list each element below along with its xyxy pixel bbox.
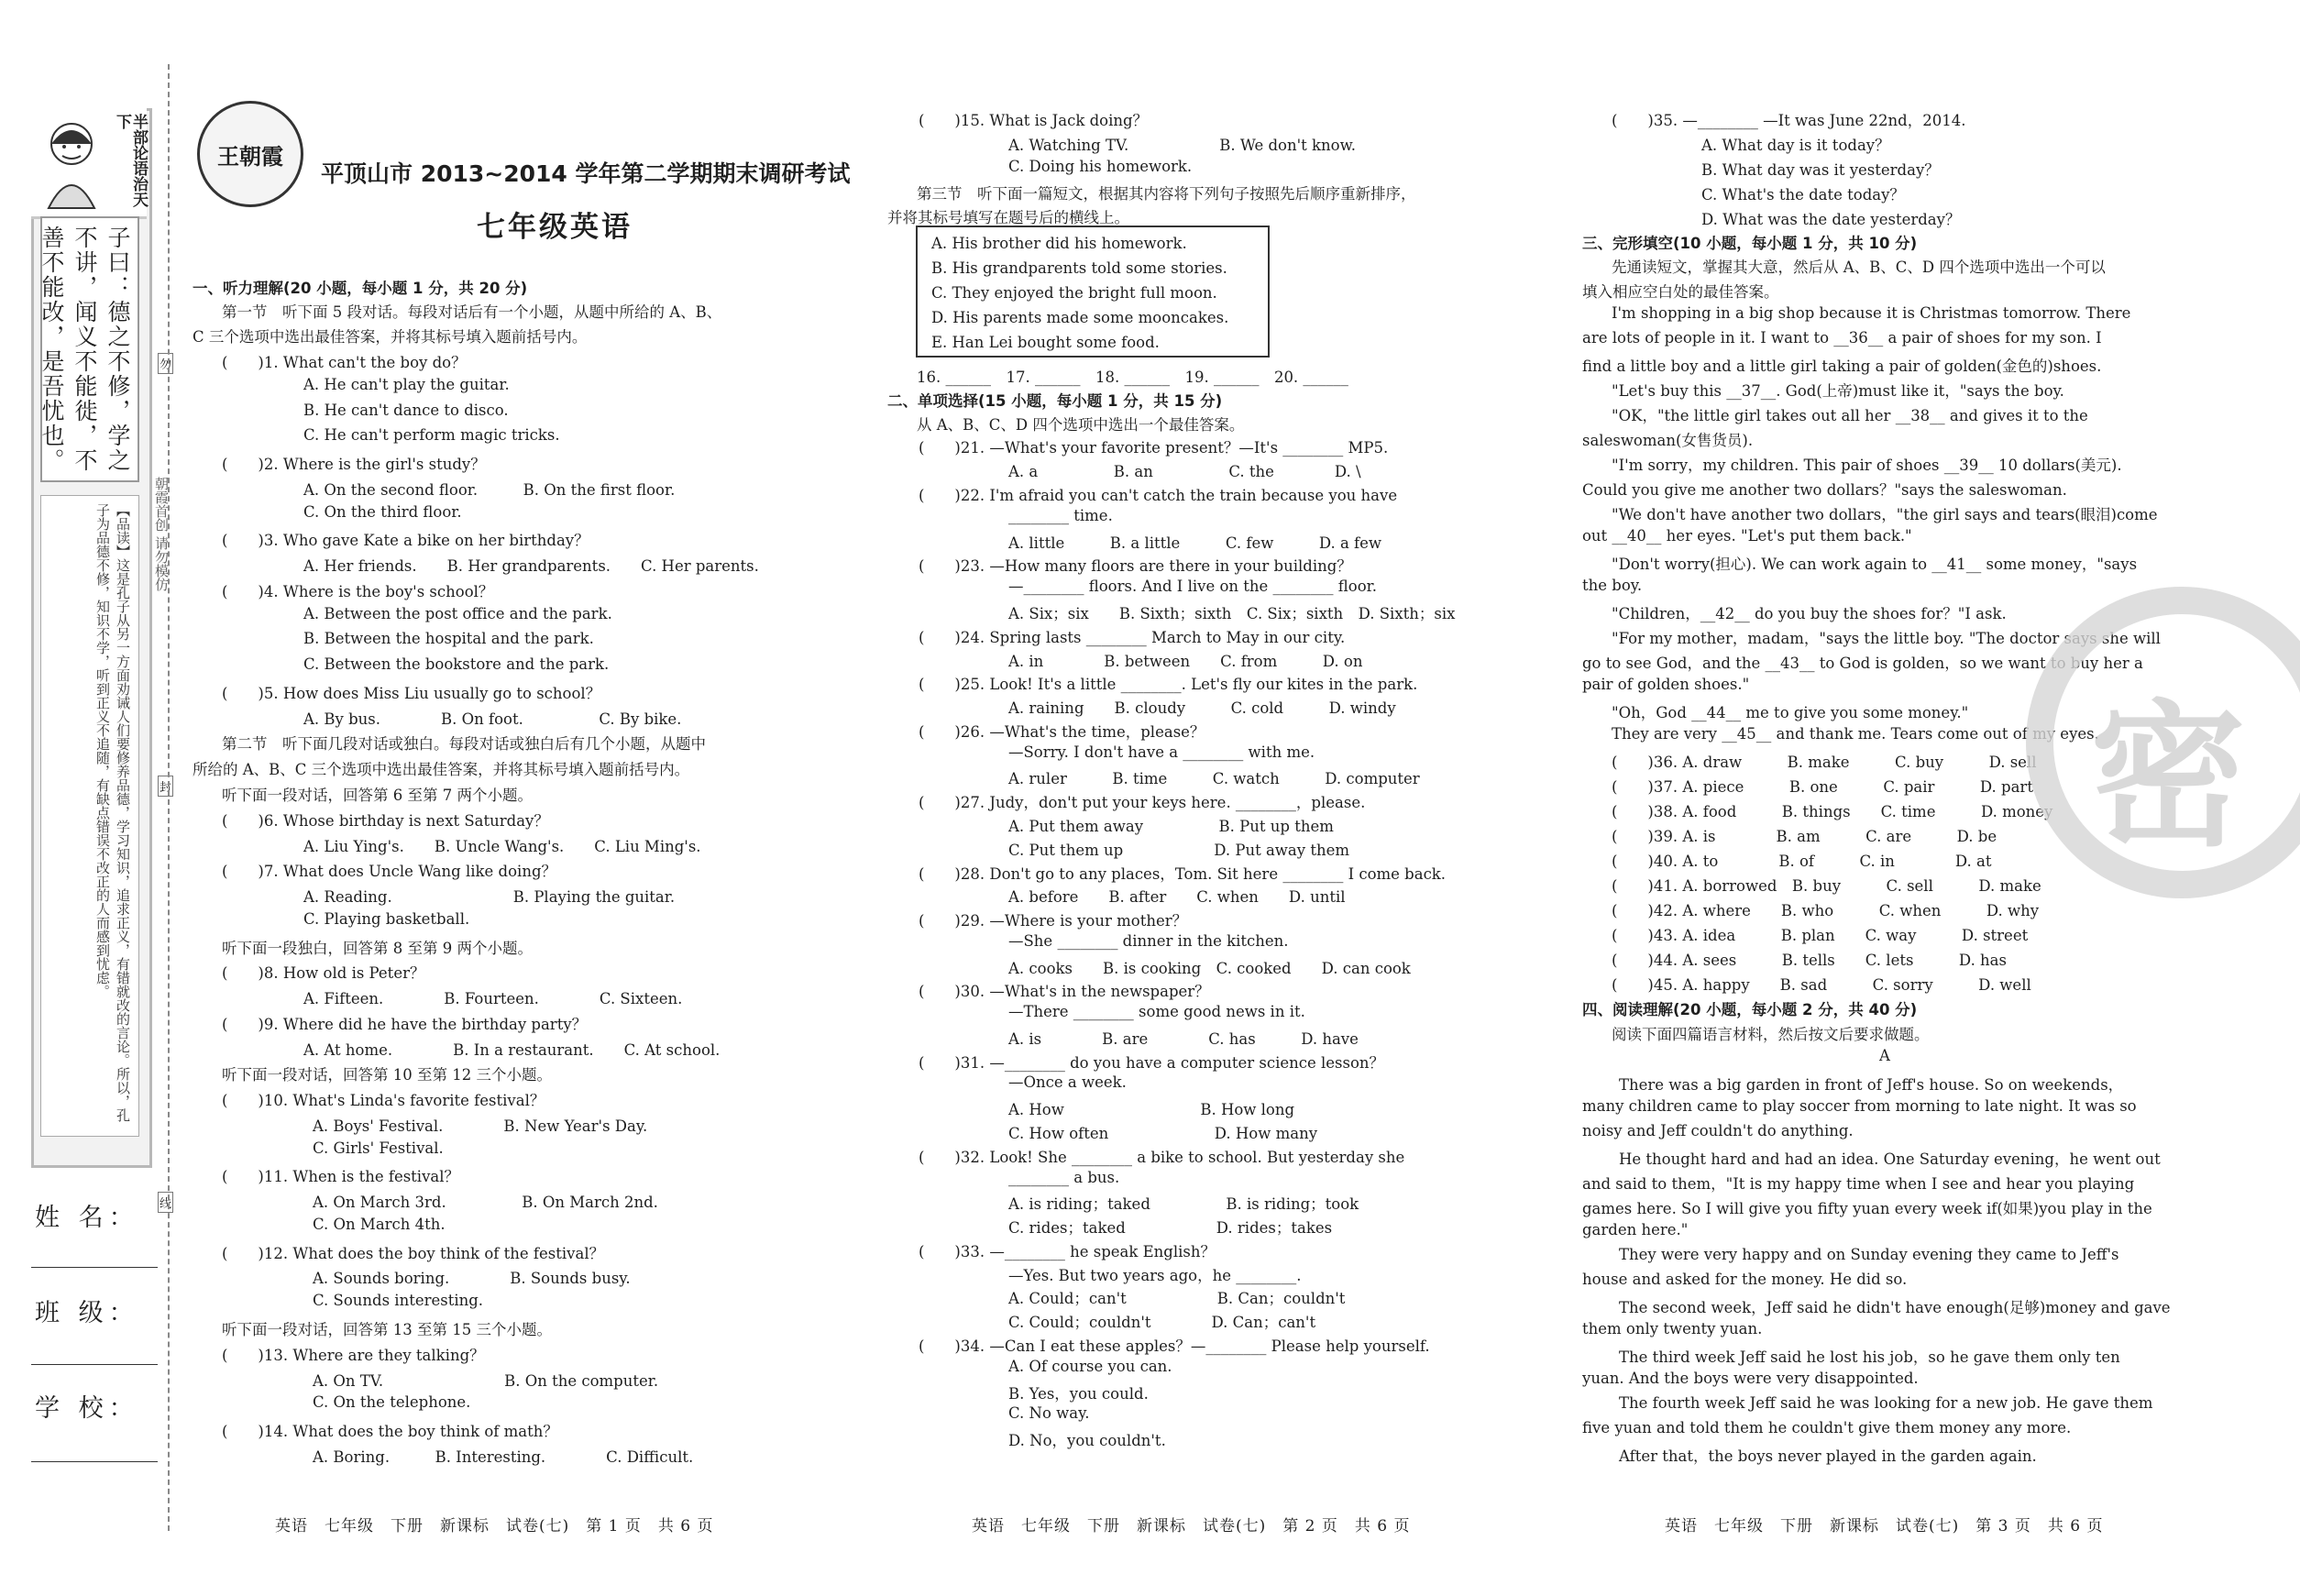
text-line: A. On the second floor. B. On the first floor. (303, 481, 676, 499)
text-line: ( )24. Spring lasts ________ March to May in our city. (919, 629, 1346, 646)
text-line: the boy. (1582, 577, 1643, 594)
text-line: A. is riding；taked B. is riding；took (1008, 1195, 1359, 1213)
text-line: ( )22. I'm afraid you can't catch the train because you have (919, 487, 1398, 504)
text-line: C. They enjoyed the bright full moon. (931, 284, 1217, 302)
text-line: C. Put them up D. Put away them (1008, 842, 1349, 859)
text-line: saleswoman(女售货员). (1582, 432, 1754, 449)
text-line: "Don't worry(担心). We can work again to __41__ some money，"says (1612, 556, 2138, 573)
page-footer: 英语 七年级 下册 新课标 试卷(七) 第 3 页 共 6 页 (1665, 1517, 2104, 1535)
text-line: ( )40. A. to B. of C. in D. at (1612, 853, 1992, 870)
text-line: B. Between the hospital and the park. (303, 630, 594, 647)
text-line: ( )14. What does the boy think of math？ (222, 1423, 558, 1440)
text-line: ( )43. A. idea B. plan C. way D. street (1612, 927, 2029, 944)
text-line: 填入相应空白处的最佳答案。 (1582, 283, 1779, 301)
text-line: C. rides；taked D. rides；takes (1008, 1219, 1333, 1237)
text-line: 听下面一段对话，回答第 10 至第 12 三个小题。 (222, 1066, 552, 1084)
text-line: "I'm sorry，my children. This pair of shoes __39__ 10 dollars(美元). (1612, 457, 2122, 474)
text-line: ( )4. Where is the boy's school？ (222, 583, 494, 600)
text-line: D. No，you couldn't. (1008, 1432, 1166, 1449)
text-line: A. On March 3rd. B. On March 2nd. (313, 1194, 658, 1211)
text-line: ( )41. A. borrowed B. buy C. sell D. make (1612, 877, 2041, 895)
text-line: find a little boy and a little girl taking a pair of golden(金色的)shoes. (1582, 358, 2102, 375)
text-line: C. Playing basketball. (303, 910, 470, 928)
text-line: ( )1. What can't the boy do？ (222, 354, 467, 371)
text-line: C. No way. (1008, 1404, 1090, 1422)
text-line: 听下面一段独白，回答第 8 至第 9 两个小题。 (222, 940, 533, 957)
text-line: and said to them，"It is my happy time when I see and hear you playing (1582, 1175, 2135, 1193)
text-line: —She ________ dinner in the kitchen. (1008, 932, 1289, 950)
brand-logo (197, 101, 303, 207)
text-line: A. Put them away B. Put up them (1008, 818, 1334, 835)
text-line: C. He can't perform magic tricks. (303, 426, 560, 444)
text-line: A. Reading. B. Playing the guitar. (303, 888, 676, 906)
text-line: ( )31. —________ do you have a computer science lesson？ (919, 1054, 1385, 1072)
text-line: yuan. And the boys were very disappointed. (1582, 1370, 1919, 1387)
seal-mark-top: 勿 (158, 353, 173, 374)
text-line: ________ time. (1008, 507, 1113, 524)
text-line: ( )13. Where are they talking？ (222, 1347, 485, 1364)
text-line: A. By bus. B. On foot. C. By bike. (303, 710, 682, 728)
text-line: ( )37. A. piece B. one C. pair D. part (1612, 778, 2033, 796)
page-footer: 英语 七年级 下册 新课标 试卷(七) 第 1 页 共 6 页 (275, 1517, 714, 1535)
text-line: 所给的 A、B、C 三个选项中选出最佳答案，并将其标号填入题前括号内。 (193, 761, 690, 778)
text-line: The fourth week Jeff said he was looking for a new job. He gave them (1619, 1394, 2153, 1412)
text-line: A. Boys' Festival. B. New Year's Day. (313, 1117, 648, 1135)
school-field[interactable] (31, 1461, 158, 1462)
text-line: A. ruler B. time C. watch D. computer (1008, 770, 1420, 787)
exam-subtitle: 七年级英语 (477, 211, 633, 244)
text-line: C. Between the bookstore and the park. (303, 655, 610, 673)
text-line: A. Could；can't B. Can；couldn't (1008, 1290, 1346, 1307)
text-line: I'm shopping in a big shop because it is Christmas tomorrow. There (1612, 304, 2131, 322)
seal-mark-bottom: 线 (158, 1192, 173, 1213)
text-line: ( )36. A. draw B. make C. buy D. sell (1612, 754, 2037, 771)
text-line: C. On the third floor. (303, 503, 462, 521)
text-line: 先通读短文，掌握其大意，然后从 A、B、C、D 四个选项中选出一个可以 (1612, 259, 2106, 276)
text-line: ( )32. Look! She ________ a bike to school. But yesterday she (919, 1149, 1405, 1166)
text-line: ( )28. Don't go to any places，Tom. Sit here ________ I come back. (919, 865, 1447, 883)
text-line: ( )3. Who gave Kate a bike on her birthday？ (222, 532, 589, 549)
text-line: ( )38. A. food B. things C. time D. money (1612, 803, 2053, 820)
text-line: A. Six；six B. Sixth；sixth C. Six；sixth D. Sixth；six (1008, 605, 1456, 622)
text-line: ( )6. Whose birthday is next Saturday？ (222, 812, 549, 830)
text-line: many children came to play soccer from morning to late night. It was so (1582, 1097, 2137, 1115)
text-line: A. Liu Ying's. B. Uncle Wang's. C. Liu Ming's. (303, 838, 701, 855)
text-line: them only twenty yuan. (1582, 1320, 1763, 1337)
text-line: ( )11. When is the festival？ (222, 1168, 460, 1185)
text-line: The third week Jeff said he lost his job，so he gave them only ten (1619, 1348, 2120, 1366)
text-line: He thought hard and had an idea. One Saturday evening，he went out (1619, 1150, 2161, 1168)
section-heading: 二、单项选择(15 小题，每小题 1 分，共 15 分) (887, 392, 1223, 410)
text-line: "Children，__42__ do you buy the shoes for？"I ask. (1612, 605, 2007, 622)
confucius-quote: 子曰：德之不修，学之不讲，闻义不能徙，不善不能改，是吾忧也。 (40, 216, 139, 482)
text-line: 第一节 听下面 5 段对话。每段对话后有一个小题，从题中所给的 A、B、 (222, 303, 722, 321)
text-line: ( )10. What's Linda's favorite festival？ (222, 1092, 545, 1109)
text-line: games here. So I will give you fifty yuan every week if(如果)you play in the (1582, 1200, 2152, 1217)
text-line: C. Doing his homework. (1008, 158, 1193, 175)
text-line: 听下面一段对话，回答第 6 至第 7 两个小题。 (222, 787, 533, 804)
text-line: B. What day was it yesterday？ (1701, 161, 1940, 179)
text-line: 从 A、B、C、D 四个选项中选出一个最佳答案。 (917, 416, 1245, 434)
text-line: "For my mother，madam，"says the little boy. "The doctor says she will (1612, 630, 2161, 647)
text-line: ( )12. What does the boy think of the festival？ (222, 1245, 605, 1262)
text-line: ( )26. —What's the time，please？ (919, 723, 1205, 741)
text-line: C. On the telephone. (313, 1393, 471, 1411)
text-line: noisy and Jeff couldn't do anything. (1582, 1122, 1854, 1139)
text-line: A. Between the post office and the park. (303, 605, 612, 622)
seal-glyph: 密 (2090, 687, 2247, 868)
text-line: —Once a week. (1008, 1073, 1127, 1091)
text-line: ( )5. How does Miss Liu usually go to school？ (222, 685, 601, 702)
text-line: A (1879, 1047, 1890, 1064)
text-line: ( )8. How old is Peter？ (222, 964, 425, 982)
text-line: A. Watching TV. B. We don't know. (1008, 137, 1357, 154)
motto-header (31, 108, 147, 219)
text-line: five yuan and told them he couldn't give them money any more. (1582, 1419, 2072, 1436)
text-line: ( )25. Look! It's a little ________. Let's fly our kites in the park. (919, 676, 1418, 693)
text-line: C. Sounds interesting. (313, 1292, 484, 1309)
logo-text: 王朝霞 (217, 143, 283, 170)
confucius-figure-icon (35, 112, 108, 213)
text-line: are lots of people in it. I want to __36__ a pair of shoes for my son. I (1582, 329, 2102, 347)
text-line: 16. ______ 17. ______ 18. ______ 19. ______ 20. ______ (917, 369, 1348, 386)
text-line: Could you give me another two dollars？"says the saleswoman. (1582, 481, 2067, 499)
text-line: ( )29. —Where is your mother？ (919, 912, 1188, 930)
exam-title: 平顶山市 2013~2014 学年第二学期期末调研考试 (321, 160, 851, 187)
text-line: go to see God，and the __43__ to God is golden，so we want to buy her a (1582, 655, 2143, 672)
text-line: ( )23. —How many floors are there in your building？ (919, 557, 1352, 575)
text-line: A. Sounds boring. B. Sounds busy. (313, 1270, 631, 1287)
school-label: 学 校： (35, 1394, 139, 1423)
text-line: B. Yes，you could. (1008, 1385, 1149, 1403)
text-line: A. On TV. B. On the computer. (313, 1372, 659, 1390)
pindu-commentary: 【品读】这是孔子从另一方面劝诫人们要修养品德，学习知识，追求正义，有错就改的言论。所以，孔子为品德不修，知识不学，听到正义不追随，有缺点错误不改正的人而感到忧虑。 (40, 495, 139, 1137)
name-field[interactable] (31, 1267, 158, 1268)
class-field[interactable] (31, 1364, 158, 1365)
text-line: —Yes. But two years ago，he ________. (1008, 1267, 1302, 1284)
text-line: C 三个选项中选出最佳答案，并将其标号填入题前括号内。 (193, 328, 588, 346)
motto-head: 半部论语治天下 (113, 114, 148, 207)
text-line: D. His parents made some mooncakes. (931, 309, 1229, 326)
text-line: 第二节 听下面几段对话或独白。每段对话或独白后有几个小题，从题中 (222, 735, 706, 753)
text-line: D. What was the date yesterday？ (1701, 211, 1961, 228)
text-line: "OK，"the little girl takes out all her __38__ and gives it to the (1612, 407, 2088, 424)
text-line: house and asked for the money. He did so. (1582, 1271, 1908, 1288)
text-line: "Let's buy this __37__. God(上帝)must like it，"says the boy. (1612, 382, 2064, 400)
text-line: C. Girls' Festival. (313, 1139, 444, 1157)
text-line: "Oh，God __44__ me to give you some money." (1612, 704, 1969, 721)
text-line: out __40__ her eyes. "Let's put them back." (1582, 527, 1912, 545)
section-heading: 四、阅读理解(20 小题，每小题 2 分，共 40 分) (1582, 1001, 1918, 1018)
text-line: 并将其标号填写在题号后的横线上。 (887, 209, 1129, 226)
text-line: B. His grandparents told some stories. (931, 259, 1227, 277)
text-line: They are very __45__ and thank me. Tears come out of my eyes. (1612, 725, 2099, 743)
text-line: ( )2. Where is the girl's study？ (222, 456, 486, 473)
cut-line (168, 64, 170, 1531)
text-line: A. in B. between C. from D. on (1008, 653, 1363, 670)
text-line: A. Of course you can. (1008, 1358, 1172, 1375)
text-line: E. Han Lei bought some food. (931, 334, 1160, 351)
text-line: There was a big garden in front of Jeff's house. So on weekends， (1619, 1076, 2124, 1094)
text-line: ( )39. A. is B. am C. are D. be (1612, 828, 1997, 845)
text-line: ________ a bus. (1008, 1169, 1120, 1186)
text-line: A. He can't play the guitar. (303, 376, 510, 393)
text-line: After that，the boys never played in the garden again. (1619, 1447, 2037, 1465)
text-line: ( )42. A. where B. who C. when D. why (1612, 902, 2040, 919)
text-line: ( )27. Judy，don't put your keys here. ________，please. (919, 794, 1366, 811)
text-line: ( )9. Where did he have the birthday party？ (222, 1016, 588, 1033)
text-line: 阅读下面四篇语言材料，然后按文后要求做题。 (1612, 1026, 1930, 1043)
class-label: 班 级： (35, 1299, 139, 1327)
text-line: ( )7. What does Uncle Wang like doing？ (222, 863, 557, 880)
text-line: The second week，Jeff said he didn't have enough(足够)money and gave (1619, 1299, 2171, 1316)
text-line: A. a B. an C. the D. \ (1008, 463, 1361, 480)
text-line: ( )21. —What's your favorite present？—It's ________ MP5. (919, 439, 1389, 457)
text-line: garden here." (1582, 1221, 1689, 1238)
text-line: ( )30. —What's in the newspaper？ (919, 983, 1210, 1000)
text-line: ( )33. —________ he speak English？ (919, 1243, 1216, 1260)
name-label: 姓 名： (35, 1204, 139, 1232)
text-line: A. Her friends. B. Her grandparents. C. Her parents. (303, 557, 759, 575)
text-line: 听下面一段对话，回答第 13 至第 15 三个小题。 (222, 1321, 552, 1338)
section-heading: 一、听力理解(20 小题，每小题 1 分，共 20 分) (193, 280, 528, 297)
text-line: A. Fifteen. B. Fourteen. C. Sixteen. (303, 990, 683, 1007)
section-heading: 三、完形填空(10 小题，每小题 1 分，共 10 分) (1582, 235, 1918, 252)
text-line: ( )45. A. happy B. sad C. sorry D. well (1612, 976, 2031, 994)
text-line: They were very happy and on Sunday evening they came to Jeff's (1619, 1246, 2119, 1263)
text-line: A. raining B. cloudy C. cold D. windy (1008, 699, 1396, 717)
text-line: —There ________ some good news in it. (1008, 1003, 1305, 1020)
text-line: A. What day is it today？ (1701, 137, 1890, 154)
text-line: B. He can't dance to disco. (303, 402, 509, 419)
text-line: A. cooks B. is cooking C. cooked D. can cook (1008, 960, 1411, 977)
text-line: —________ floors. And I live on the ________ floor. (1008, 578, 1377, 595)
text-line: C. On March 4th. (313, 1216, 446, 1233)
text-line: A. before B. after C. when D. until (1008, 888, 1346, 906)
text-line: ( )35. —________ —It was June 22nd，2014. (1612, 112, 1966, 129)
copyright-note: 朝霞首创 请勿模仿 (153, 477, 170, 591)
text-line: —Sorry. I don't have a ________ with me. (1008, 743, 1315, 761)
seal-mark-middle: 封 (158, 776, 173, 797)
text-line: ( )15. What is Jack doing？ (919, 112, 1149, 129)
text-line: A. is B. are C. has D. have (1008, 1030, 1359, 1048)
page-footer: 英语 七年级 下册 新课标 试卷(七) 第 2 页 共 6 页 (972, 1517, 1411, 1535)
text-line: ( )44. A. sees B. tells C. lets D. has (1612, 952, 2007, 969)
text-line: C. What's the date today？ (1701, 186, 1905, 204)
text-line: A. little B. a little C. few D. a few (1008, 534, 1382, 552)
text-line: A. His brother did his homework. (931, 235, 1187, 252)
text-line: pair of golden shoes." (1582, 676, 1750, 693)
text-line: A. Boring. B. Interesting. C. Difficult. (313, 1448, 694, 1466)
text-line: ( )34. —Can I eat these apples？—________ Please help yourself. (919, 1337, 1430, 1355)
text-line: "We don't have another two dollars，"the girl says and tears(眼泪)come (1612, 506, 2158, 523)
text-line: C. How often D. How many (1008, 1125, 1318, 1142)
text-line: A. How B. How long (1008, 1101, 1295, 1118)
text-line: 第三节 听下面一篇短文，根据其内容将下列句子按照先后顺序重新排序， (917, 185, 1416, 203)
text-line: A. At home. B. In a restaurant. C. At school. (303, 1041, 721, 1059)
text-line: C. Could；couldn't D. Can；can't (1008, 1314, 1316, 1331)
